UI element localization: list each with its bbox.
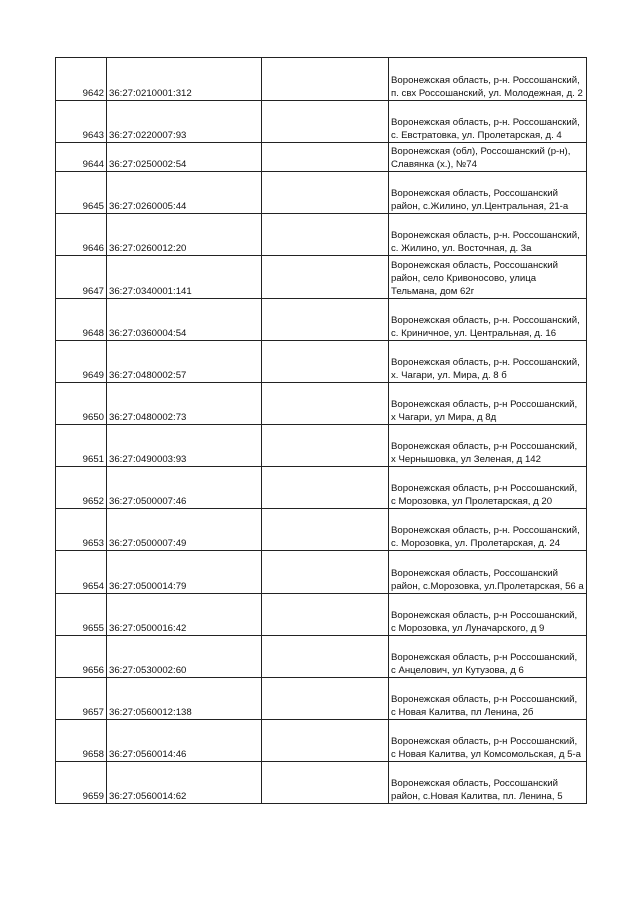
table-row: [56, 172, 587, 214]
empty-cell: [262, 425, 389, 467]
table-row: [56, 720, 587, 762]
cadastral-number: 36:27:0220007:93: [107, 101, 262, 143]
row-number: 9646: [56, 214, 107, 256]
empty-cell: [262, 762, 389, 804]
address-cell: Воронежская (обл), Россошанский (р-н), Славянка (х.), №74: [389, 143, 587, 172]
table-row: [56, 341, 587, 383]
cadastral-number: 36:27:0500007:49: [107, 509, 262, 551]
table-row: [56, 636, 587, 678]
empty-cell: [262, 214, 389, 256]
row-number: 9656: [56, 636, 107, 678]
address-cell: Воронежская область, р-н. Россошанский, с. Морозовка, ул. Пролетарская, д. 24: [389, 509, 587, 551]
empty-cell: [262, 383, 389, 425]
address-cell: Воронежская область, Россошанский район, с.Новая Калитва, пл. Ленина, 5: [389, 762, 587, 804]
table-row: [56, 762, 587, 804]
table-row: [56, 58, 587, 101]
row-number: 9649: [56, 341, 107, 383]
table-row: [56, 467, 587, 509]
cadastral-number: 36:27:0210001:312: [107, 58, 262, 101]
table-row: [56, 101, 587, 143]
cadastral-number: 36:27:0480002:57: [107, 341, 262, 383]
cadastral-number: 36:27:0500014:79: [107, 551, 262, 594]
address-cell: Воронежская область, р-н. Россошанский, с. Криничное, ул. Центральная, д. 16: [389, 299, 587, 341]
cadastral-number: 36:27:0260005:44: [107, 172, 262, 214]
address-cell: Воронежская область, р-н. Россошанский, х. Чагари, ул. Мира, д. 8 б: [389, 341, 587, 383]
row-number: 9644: [56, 143, 107, 172]
address-cell: Воронежская область, р-н. Россошанский, с. Евстратовка, ул. Пролетарская, д. 4: [389, 101, 587, 143]
address-cell: Воронежская область, р-н Россошанский, х Чагари, ул Мира, д 8д: [389, 383, 587, 425]
row-number: 9651: [56, 425, 107, 467]
empty-cell: [262, 58, 389, 101]
cadastral-number: 36:27:0490003:93: [107, 425, 262, 467]
address-cell: Воронежская область, р-н. Россошанский, п. свх Россошанский, ул. Молодежная, д. 2: [389, 58, 587, 101]
table-row: [56, 256, 587, 299]
address-cell: Воронежская область, Россошанский район, с.Морозовка, ул.Пролетарская, 56 а: [389, 551, 587, 594]
row-number: 9654: [56, 551, 107, 594]
empty-cell: [262, 256, 389, 299]
row-number: 9655: [56, 594, 107, 636]
row-number: 9650: [56, 383, 107, 425]
row-number: 9657: [56, 678, 107, 720]
row-number: 9647: [56, 256, 107, 299]
address-cell: Воронежская область, р-н Россошанский, с Морозовка, ул Луначарского, д 9: [389, 594, 587, 636]
cadastral-number: 36:27:0360004:54: [107, 299, 262, 341]
cadastral-number: 36:27:0500016:42: [107, 594, 262, 636]
address-cell: Воронежская область, р-н Россошанский, х Чернышовка, ул Зеленая, д 142: [389, 425, 587, 467]
empty-cell: [262, 299, 389, 341]
cadastral-number: 36:27:0560014:46: [107, 720, 262, 762]
cadastral-number: 36:27:0480002:73: [107, 383, 262, 425]
table-row: [56, 594, 587, 636]
cadastral-number: 36:27:0340001:141: [107, 256, 262, 299]
row-number: 9658: [56, 720, 107, 762]
empty-cell: [262, 594, 389, 636]
cadastral-number: 36:27:0260012:20: [107, 214, 262, 256]
cadastral-number: 36:27:0250002:54: [107, 143, 262, 172]
empty-cell: [262, 172, 389, 214]
row-number: 9648: [56, 299, 107, 341]
table-row: [56, 299, 587, 341]
empty-cell: [262, 551, 389, 594]
cadastral-number: 36:27:0560012:138: [107, 678, 262, 720]
row-number: 9652: [56, 467, 107, 509]
empty-cell: [262, 341, 389, 383]
table-row: [56, 383, 587, 425]
address-cell: Воронежская область, р-н Россошанский, с Морозовка, ул Пролетарская, д 20: [389, 467, 587, 509]
cadastral-number: 36:27:0530002:60: [107, 636, 262, 678]
table-row: [56, 425, 587, 467]
row-number: 9642: [56, 58, 107, 101]
empty-cell: [262, 678, 389, 720]
row-number: 9659: [56, 762, 107, 804]
empty-cell: [262, 143, 389, 172]
address-cell: Воронежская область, р-н. Россошанский, с. Жилино, ул. Восточная, д. 3а: [389, 214, 587, 256]
cadastral-number: 36:27:0500007:46: [107, 467, 262, 509]
empty-cell: [262, 720, 389, 762]
empty-cell: [262, 636, 389, 678]
row-number: 9643: [56, 101, 107, 143]
empty-cell: [262, 467, 389, 509]
table-row: [56, 143, 587, 172]
address-cell: Воронежская область, Россошанский район, село Кривоносово, улица Тельмана, дом 62г: [389, 256, 587, 299]
empty-cell: [262, 101, 389, 143]
registry-table: [55, 57, 587, 804]
table-row: [56, 509, 587, 551]
table-row: [56, 678, 587, 720]
empty-cell: [262, 509, 389, 551]
address-cell: Воронежская область, р-н Россошанский, с Анцелович, ул Кутузова, д 6: [389, 636, 587, 678]
row-number: 9645: [56, 172, 107, 214]
address-cell: Воронежская область, р-н Россошанский, с Новая Калитва, пл Ленина, 2б: [389, 678, 587, 720]
row-number: 9653: [56, 509, 107, 551]
cadastral-number: 36:27:0560014:62: [107, 762, 262, 804]
table-row: [56, 551, 587, 594]
address-cell: Воронежская область, р-н Россошанский, с Новая Калитва, ул Комсомольская, д 5-а: [389, 720, 587, 762]
table-row: [56, 214, 587, 256]
address-cell: Воронежская область, Россошанский район, с.Жилино, ул.Центральная, 21-а: [389, 172, 587, 214]
